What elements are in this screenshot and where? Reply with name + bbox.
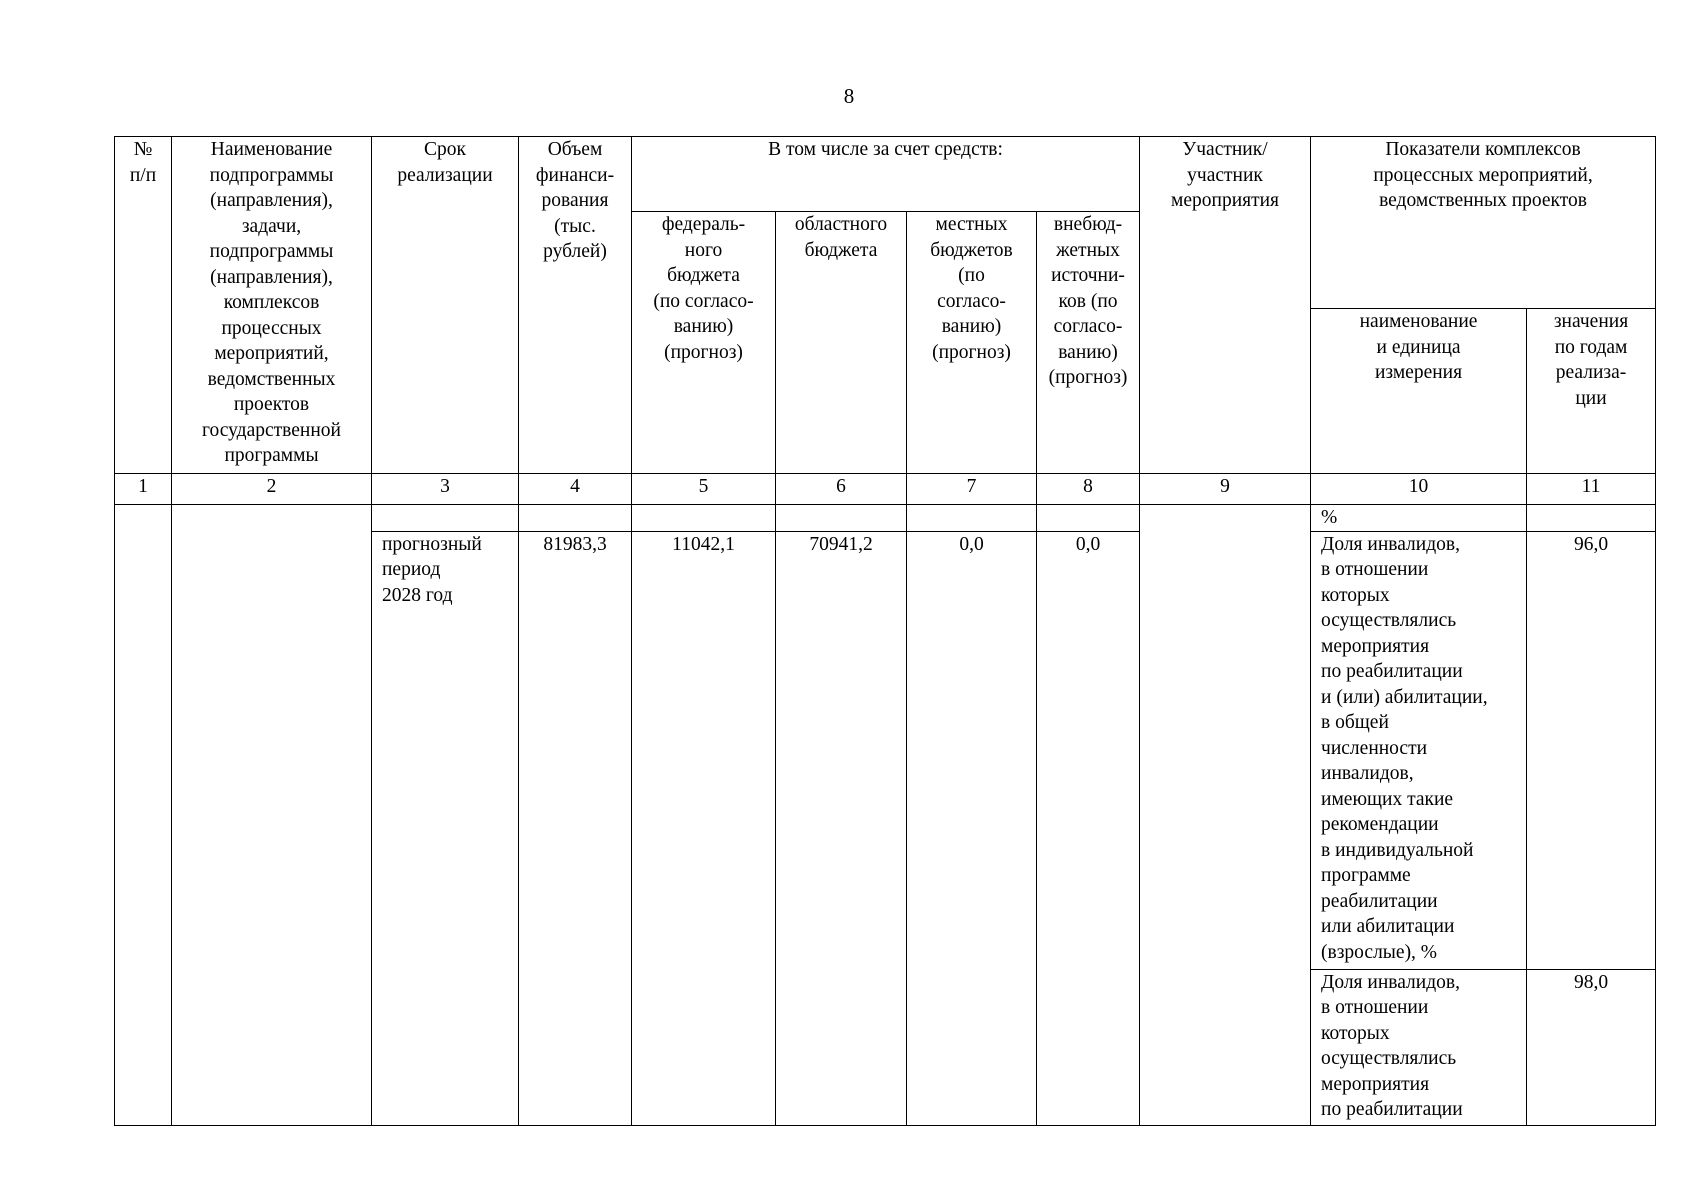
cell-period: прогнозный период 2028 год [372,531,519,1125]
header-local: местных бюджетов (по согласо- ванию) (прогноз) [907,212,1037,474]
column-number: 7 [907,474,1037,505]
column-number: 11 [1527,474,1656,505]
column-number: 2 [172,474,372,505]
cell-volume: 81983,3 [519,531,632,1125]
cell-name [172,505,372,1126]
header-participant: Участник/ участник мероприятия [1140,137,1311,474]
program-table [114,136,1656,1126]
header-regional: областного бюджета [776,212,907,474]
cell-extrabudgetary: 0,0 [1037,531,1140,1125]
header-period: Срок реализации [372,137,519,474]
cell-empty [1527,505,1656,532]
column-number: 8 [1037,474,1140,505]
cell-indicator-value: 98,0 [1527,969,1656,1125]
cell-indicator-name: Доля инвалидов, в отношении которых осуществлялись мероприятия по реабилитации и (или) абилитации, в общей численности инвалидов, имеющих такие рекомендации в индивидуальной программе реабилитации или абилитации (взрослые), % [1311,531,1527,969]
column-number: 3 [372,474,519,505]
column-number: 9 [1140,474,1311,505]
cell-number [115,505,172,1126]
header-volume: Объем финанси- рования (тыс. рублей) [519,137,632,474]
column-number: 5 [632,474,776,505]
column-number-row [115,474,1656,505]
column-number: 6 [776,474,907,505]
cell-indicator-value: 96,0 [1527,531,1656,969]
cell-empty [372,505,519,532]
cell-empty [1037,505,1140,532]
cell-empty [907,505,1037,532]
column-number: 1 [115,474,172,505]
cell-empty [632,505,776,532]
table-row [115,505,1656,532]
header-number: № п/п [115,137,172,474]
header-extrabudgetary: внебюд- жетных источни- ков (по согласо- ванию) (прогноз) [1037,212,1140,474]
cell-empty [776,505,907,532]
cell-indicator-name: Доля инвалидов, в отношении которых осуществлялись мероприятия по реабилитации [1311,969,1527,1125]
page-number: 8 [843,84,855,108]
cell-local: 0,0 [907,531,1037,1125]
cell-federal: 11042,1 [632,531,776,1125]
header-indicator-name: наименование и единица измерения [1311,309,1527,474]
header-funding-group: В том числе за счет средств: [632,137,1140,212]
header-federal: федераль- ного бюджета (по согласо- ванию) (прогноз) [632,212,776,474]
header-indicators-group: Показатели комплексов процессных мероприятий, ведомственных проектов [1311,137,1656,309]
cell-participant [1140,505,1311,1126]
header-indicator-values: значения по годам реализа- ции [1527,309,1656,474]
column-number: 4 [519,474,632,505]
column-number: 10 [1311,474,1527,505]
cell-regional: 70941,2 [776,531,907,1125]
cell-empty [519,505,632,532]
header-name: Наименование подпрограммы (направления), задачи, подпрограммы (направления), комплексов процессных мероприятий, ведомственных проектов государственной программы [172,137,372,474]
cell-unit: % [1311,505,1527,532]
